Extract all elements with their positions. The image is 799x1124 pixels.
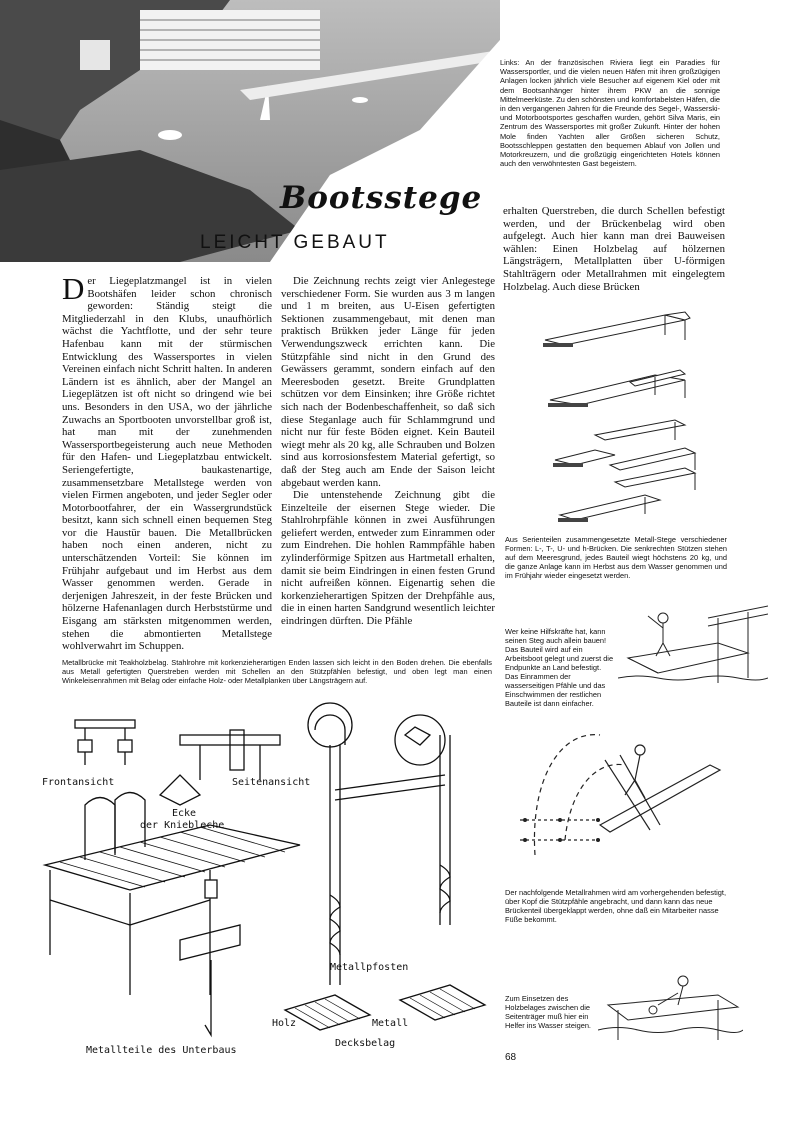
label-holz: Holz	[272, 1018, 297, 1029]
label-decksbelag: Decksbelag	[335, 1038, 396, 1049]
pier-shapes-caption: Aus Serienteilen zusammengesetzte Metall-Stege verschiedener Formen: L-, T-, U- und h-Brücken. Die senkrechten Stützen stehen auf dem Meeresgrund, jedes Bauteil wiegt höchstens 20 kg, und die ganze Anlage kann im Herbst aus dem Wasser genommen und im Frühjahr wieder eingesetzt werden.	[505, 535, 727, 580]
article-title: Bootsstege	[280, 180, 483, 216]
page-number: 68	[505, 1052, 517, 1063]
column-2-paragraph-b: Die untenstehende Zeichnung gibt die Einzelteile der eisernen Stege wieder. Die Stahlrohrpfähle können in zwei Ausführungen geliefert werden, entweder zum Einrammen oder zum Eindrehen. Die hohlen Rammpfähle haben zylinderförmige Spitzen aus Hartmetall erhalten, damit sie beim Eindringen in einen festen Grund nicht aufreißen können. Eigenartig sehen die korkenzieherartigen Spitzen der Drehpfähle aus, die in einen harten Sandgrund wesentlich leichter eindringen dürften. Die Pfähle	[281, 489, 495, 628]
label-kniebleche: der Kniebleche	[140, 820, 225, 831]
technical-drawing-caption: Metallbrücke mit Teakholzbelag. Stahlrohre mit korkenzieherartigen Enden lassen sich leicht in den Boden drehen. Die ebenfalls aus Metall gefertigten Querstreben werden mit Schellen an den Stützpfählen befestigt, und oben legt man einen Winkeleisenrahmen mit Belag oder einfache Holz- oder Metallplanken über Längsträgern auf.	[62, 658, 492, 685]
deck-insertion-caption: Zum Einsetzen des Holzbelages zwischen die Seitenträger muß hier ein Helfer ins Wasser steigen.	[505, 994, 591, 1030]
pier-shapes-illustration	[535, 300, 730, 530]
riviera-harbor-photo	[0, 0, 500, 262]
technical-drawing	[30, 695, 500, 1060]
column-3: erhalten Querstreben, die durch Schellen befestigt werden, und der Brückenbelag wird oben aufgelegt. Auch hier kann man drei Bauweisen wählen: Einen Holzbelag auf hölzernen Längsträgern, Metallplatten über U-förmigen Stahlträgern oder Metallrahmen mit eingelegtem Holzbelag. Auch diese Brücken	[503, 205, 725, 293]
article-subtitle: LEICHT GEBAUT	[200, 232, 390, 253]
column-2-paragraph-a: Die Zeichnung rechts zeigt vier Anlegestege verschiedener Form. Sie wurden aus 3 m langen und 1 m breiten, aus U-Eisen gefertigten Sektionen zusammengebaut, mit denen man praktisch Brükken jeder Länge für jeden Verwendungszweck errichten kann. Die Stützpfähle sind nicht in den Grund des Gewässers gerammt, sondern einfach auf den Meeresboden gesetzt. Breite Grundplatten schützen vor dem Einsinken; ihre Größe richtet sich nach der Bodenbeschaffenheit, so daß sich diese Steganlage auch für Schlammgrund und nicht nur für feste Böden eignet. Kein Bauteil wiegt mehr als 20 kg, alle Schrauben und Bolzen sind aus korrosionsfestem Material gefertigt, so daß der Steg auch am Ende der Saison leicht abgebaut werden kann.	[281, 275, 495, 489]
column-1-text: er Liegeplatzmangel ist in vielen Bootshäfen leider schon chronisch geworden: Ständig steigt die Mitgliederzahl in den Klubs, unaufhörlich wächst die Yachtflotte, und der sehr teure Hafenbau kann mit der stürmischen Entwicklung des Wassersportes in vielen Vereinen einfach nicht Schritt halten. In anderen Ländern ist es ähnlich, aber der Mangel an Liegeplätzen ist oft nicht so dringend wie bei uns. Besonders in den USA, wo der jährliche Zuwachs an Sportbooten unvorstellbar groß ist, hat man mit der zunehmenden Wassersportbegeisterung auch neue Methoden für den Hafen- und Liegeplatzbau entwickelt. Seriengefertigte, baukastenartige, zusammensetzbare Metallstege werden von vielen Firmen angeboten, und jeder Segler oder Motorbootfahrer, der ein Wassergrundstück besitzt, kann sich schnell einen bequemen Steg vor die Haustür bauen. Die Metallbrücken haben noch einen anderen, nicht zu unterschätzenden Vorteil: Sie können im Frühjahr aufgebaut und im Herbst aus dem Wasser genommen werden. Gerade in derjenigen Jahreszeit, in der feste Brücken und hölzerne Hafenanlagen durch Herbststürme und Eisgang am stärksten mitgenommen werden, stehen die abmontierten Metallstege wohlverwahrt im Schuppen.	[62, 275, 272, 653]
label-seitenansicht: Seitenansicht	[232, 777, 311, 788]
deck-insertion-illustration	[598, 975, 743, 1045]
drop-cap: D	[62, 271, 85, 306]
label-unterbau: Metallteile des Unterbaus	[86, 1045, 237, 1056]
label-metallpfosten: Metallpfosten	[330, 962, 409, 973]
solo-building-illustration	[618, 598, 768, 688]
label-metall: Metall	[372, 1018, 409, 1029]
riviera-caption: Links: An der französischen Riviera liegt ein Paradies für Wassersportler, und die vielen neuen Häfen mit ihren großzügigen Anlagen locken jährlich viele Besucher auf eigenem Kiel oder mit dem Bootsanhänger hinter ihrem PKW an die sonnige Mittelmeerküste. Zu den schönsten und komfortabelsten Häfen, die in den vergangenen Jahren für die Freunde des Segel-, Wasserski- und Motorbootsportes geschaffen wurden, gehört Silva Maris, ein Zentrum des Wassersportes mit großer Zukunft. Hinter der hohen Mole finden Yachten aller Größen sicheren Schutz, Bootsschleppen gestatten den bequemen Ablauf von Jollen und Motorkreuzern, und die großzügig eingerichteten Hotels können auch den verwöhntesten Gast begeistern.	[500, 58, 720, 169]
frame-flipping-caption: Der nachfolgende Metallrahmen wird am vorhergehenden befestigt, über Kopf die Stützpfähle angebracht, und dann kann das neue Brückenteil übergeklappt werden, ohne daß ein Mitarbeiter nasse Füße bekommt.	[505, 888, 727, 924]
frame-flipping-illustration	[510, 720, 725, 880]
column-1	[62, 271, 272, 653]
solo-building-caption: Wer keine Hilfskräfte hat, kann seinen Steg auch allein bauen! Das Bauteil wird auf ein Arbeitsboot gelegt und zuerst die Endpunkte an Land befestigt. Das Einrammen der wasserseitigen Pfähle und das Einschwimmen der restlichen Bauteile ist dann einfacher.	[505, 627, 614, 708]
column-2	[281, 275, 495, 628]
label-frontansicht: Frontansicht	[42, 777, 115, 788]
label-ecke: Ecke	[172, 808, 197, 819]
